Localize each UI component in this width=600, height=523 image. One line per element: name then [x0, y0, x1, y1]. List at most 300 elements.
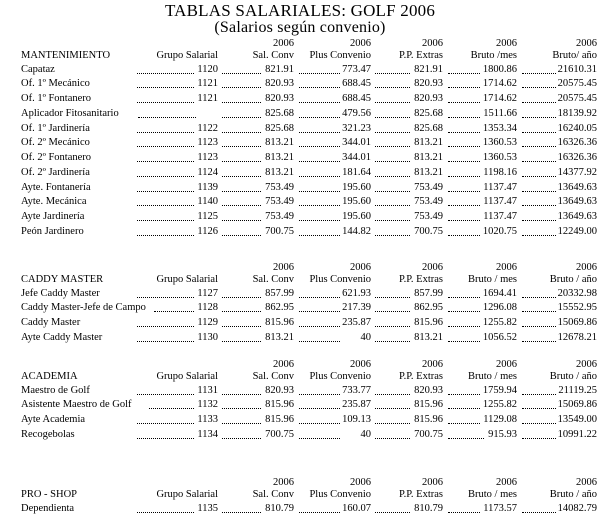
column-header: Grupo Salarial [156, 50, 218, 61]
dot-leader [448, 398, 484, 409]
dot-leader [299, 210, 340, 221]
table-cell: 820.93 [265, 93, 294, 104]
table-row [0, 107, 600, 120]
dot-leader [299, 316, 340, 327]
row-label: Of. 1º Fontanero [21, 93, 92, 104]
table-cell: 1131 [197, 384, 218, 396]
dot-leader [299, 428, 340, 439]
dot-leader [137, 63, 196, 74]
dot-leader [448, 210, 484, 221]
table-cell: 825.68 [414, 122, 443, 134]
dot-leader [137, 428, 196, 439]
table-cell: 13549.00 [557, 414, 597, 425]
year-label: 2006 [496, 359, 517, 370]
column-header: Sal. Conv [252, 274, 294, 285]
dot-leader [522, 428, 560, 439]
row-label: Ayte Jardinería [21, 211, 85, 222]
row-label: Asistente Maestro de Golf [21, 399, 132, 411]
row-label: Dependienta [21, 502, 75, 514]
table-cell: 820.93 [265, 78, 294, 90]
dot-leader [137, 181, 196, 192]
column-header: P.P. Extras [398, 489, 443, 500]
table-cell: 813.21 [265, 137, 294, 149]
table-row [0, 331, 600, 344]
dot-leader [522, 195, 560, 206]
column-header: Bruto /mes [470, 50, 517, 61]
dot-leader [448, 181, 484, 192]
table-cell: 821.91 [265, 63, 294, 75]
year-label: 2006 [496, 38, 517, 49]
year-label: 2006 [350, 262, 371, 273]
year-label: 2006 [576, 477, 597, 488]
year-label: 2006 [273, 359, 294, 370]
dot-leader [522, 225, 560, 236]
table-cell: 13649.63 [557, 211, 597, 222]
column-header: Bruto / año [549, 371, 597, 382]
dot-leader [375, 107, 410, 118]
dot-leader [375, 92, 410, 103]
table-cell: 820.93 [414, 93, 443, 104]
row-label: Maestro de Golf [21, 384, 90, 396]
page-title: TABLAS SALARIALES: GOLF 2006 [164, 1, 436, 20]
dot-leader [522, 316, 560, 327]
row-label: Of. 2º Fontanero [21, 152, 92, 163]
header-row [0, 49, 600, 62]
table-cell: 862.95 [265, 302, 294, 314]
dot-leader [448, 195, 484, 206]
table-row [0, 210, 600, 223]
year-label: 2006 [422, 262, 443, 273]
dot-leader [137, 225, 196, 236]
dot-leader [299, 413, 340, 424]
dot-leader [222, 502, 261, 513]
dot-leader [448, 331, 484, 342]
table-row [0, 413, 600, 426]
dot-leader [522, 136, 560, 147]
table-cell: 1125 [197, 211, 218, 222]
table-cell: 813.21 [265, 166, 294, 178]
table-cell: 773.47 [342, 63, 371, 75]
dot-leader [375, 502, 410, 513]
column-header: Bruto / año [549, 489, 597, 500]
dot-leader [522, 166, 560, 177]
table-cell: 12249.00 [557, 225, 597, 237]
table-row [0, 287, 600, 300]
table-cell: 753.49 [414, 211, 443, 222]
header-row [0, 488, 600, 501]
dot-leader [448, 92, 484, 103]
table-cell: 1122 [197, 122, 218, 134]
dot-leader [299, 384, 340, 395]
table-row [0, 92, 600, 105]
dot-leader [522, 122, 560, 133]
dot-leader [222, 287, 261, 298]
year-label: 2006 [576, 359, 597, 370]
table-row [0, 151, 600, 164]
table-row [0, 195, 600, 208]
dot-leader [222, 331, 261, 342]
table-cell: 18139.92 [557, 107, 597, 119]
dot-leader [375, 136, 410, 147]
table-cell: 862.95 [414, 302, 443, 314]
year-label: 2006 [422, 359, 443, 370]
table-cell: 40 [360, 428, 371, 440]
dot-leader [448, 413, 484, 424]
dot-leader [375, 331, 410, 342]
dot-leader [299, 502, 340, 513]
table-cell: 160.07 [342, 502, 371, 514]
row-label: Caddy Master [21, 317, 81, 328]
row-label: Of. 2º Mecánico [21, 137, 90, 149]
column-header: Bruto / año [549, 274, 597, 285]
table-cell: 235.87 [342, 317, 371, 328]
column-header: Sal. Conv [252, 371, 294, 382]
column-header: Plus Convenio [309, 371, 371, 382]
year-label: 2006 [273, 477, 294, 488]
table-cell: 621.93 [342, 287, 371, 299]
dot-leader [375, 151, 410, 162]
table-row [0, 398, 600, 411]
table-cell: 1020.75 [482, 225, 517, 237]
table-cell: 16240.05 [557, 122, 597, 134]
table-cell: 217.39 [342, 302, 371, 314]
table-cell: 1127 [197, 287, 218, 299]
dot-leader [375, 122, 410, 133]
table-row [0, 316, 600, 329]
row-label: Recogebolas [21, 428, 75, 440]
year-label: 2006 [350, 359, 371, 370]
table-cell: 825.68 [414, 107, 443, 119]
table-cell: 1255.82 [482, 317, 517, 328]
table-cell: 15552.95 [557, 302, 597, 314]
year-label: 2006 [422, 38, 443, 49]
table-cell: 857.99 [265, 287, 294, 299]
column-header: Bruto/ año [552, 50, 597, 61]
dot-leader [375, 77, 410, 88]
row-label: Ayte. Mecánica [21, 196, 87, 208]
row-label: Aplicador Fitosanitario [21, 107, 119, 119]
year-label: 2006 [576, 262, 597, 273]
table-cell: 14082.79 [557, 502, 597, 514]
table-cell: 1137.47 [483, 181, 517, 193]
year-label: 2006 [496, 262, 517, 273]
column-header: Plus Convenio [309, 274, 371, 285]
dot-leader [448, 225, 484, 236]
dot-leader [222, 398, 261, 409]
column-header: Sal. Conv [252, 50, 294, 61]
dot-leader [522, 77, 560, 88]
dot-leader [448, 502, 484, 513]
dot-leader [375, 301, 410, 312]
dot-leader [138, 107, 196, 118]
table-row [0, 428, 600, 441]
table-cell: 753.49 [265, 181, 294, 193]
year-label: 2006 [496, 477, 517, 488]
table-cell: 15069.86 [557, 317, 597, 328]
dot-leader [448, 316, 484, 327]
dot-leader [375, 195, 410, 206]
table-cell: 1137.47 [483, 196, 517, 208]
dot-leader [222, 166, 261, 177]
dot-leader [299, 331, 340, 342]
table-row [0, 122, 600, 135]
table-row [0, 181, 600, 194]
table-cell: 820.93 [265, 384, 294, 396]
table-cell: 815.96 [265, 317, 294, 328]
dot-leader [522, 63, 560, 74]
table-cell: 479.56 [342, 107, 371, 119]
table-cell: 1511.66 [483, 107, 517, 119]
column-header: Bruto / mes [468, 371, 517, 382]
table-cell: 825.68 [265, 107, 294, 119]
table-cell: 16326.36 [557, 137, 597, 149]
dot-leader [222, 136, 261, 147]
column-header: Bruto / mes [468, 274, 517, 285]
table-cell: 1198.16 [483, 166, 517, 178]
dot-leader [375, 384, 410, 395]
table-cell: 12678.21 [557, 331, 597, 343]
table-cell: 700.75 [414, 428, 443, 440]
table-cell: 1173.57 [483, 502, 517, 514]
dot-leader [222, 428, 261, 439]
table-cell: 1133 [197, 414, 218, 425]
table-cell: 813.21 [265, 331, 294, 343]
dot-leader [299, 122, 340, 133]
table-cell: 15069.86 [557, 399, 597, 411]
dot-leader [448, 122, 484, 133]
dot-leader [149, 398, 197, 409]
dot-leader [375, 398, 410, 409]
dot-leader [222, 107, 261, 118]
row-label: Ayte Caddy Master [21, 331, 103, 343]
year-label: 2006 [350, 38, 371, 49]
table-cell: 700.75 [265, 225, 294, 237]
dot-leader [522, 107, 560, 118]
table-cell: 40 [360, 331, 371, 343]
dot-leader [522, 287, 560, 298]
table-cell: 344.01 [342, 137, 371, 149]
dot-leader [522, 398, 560, 409]
row-label: Ayte Academia [21, 414, 86, 425]
dot-leader [375, 166, 410, 177]
table-cell: 815.96 [265, 414, 294, 425]
column-header: Grupo Salarial [156, 274, 218, 285]
dot-leader [222, 181, 261, 192]
dot-leader [375, 63, 410, 74]
table-row [0, 301, 600, 314]
row-label: Of. 1º Mecánico [21, 78, 90, 90]
year-label: 2006 [350, 477, 371, 488]
table-cell: 195.60 [342, 211, 371, 222]
table-row [0, 225, 600, 238]
dot-leader [137, 287, 196, 298]
dot-leader [222, 63, 261, 74]
table-cell: 1360.53 [482, 137, 517, 149]
column-header: Bruto / mes [468, 489, 517, 500]
table-cell: 700.75 [414, 225, 443, 237]
column-header: P.P. Extras [398, 371, 443, 382]
table-row [0, 384, 600, 397]
dot-leader [448, 301, 484, 312]
table-cell: 1694.41 [482, 287, 517, 299]
dot-leader [299, 92, 340, 103]
year-label: 2006 [422, 477, 443, 488]
row-label: Of. 2º Jardinería [21, 166, 90, 178]
dot-leader [137, 92, 196, 103]
dot-leader [299, 77, 340, 88]
table-cell: 1120 [197, 63, 218, 75]
dot-leader [522, 413, 560, 424]
section-name: MANTENIMIENTO [21, 50, 111, 61]
column-header: Grupo Salarial [156, 489, 218, 500]
section-name: PRO - SHOP [21, 489, 78, 500]
dot-leader [375, 413, 410, 424]
table-cell: 1121 [197, 78, 218, 90]
table-cell: 857.99 [414, 287, 443, 299]
dot-leader [137, 166, 196, 177]
row-label: Peón Jardinero [21, 225, 84, 237]
dot-leader [222, 122, 261, 133]
table-cell: 815.96 [414, 414, 443, 425]
dot-leader [522, 92, 560, 103]
table-cell: 1124 [197, 166, 218, 178]
dot-leader [137, 151, 196, 162]
dot-leader [222, 413, 261, 424]
table-cell: 1800.86 [482, 63, 517, 75]
dot-leader [522, 384, 560, 395]
section-name: CADDY MASTER [21, 274, 104, 285]
table-cell: 1255.82 [482, 399, 517, 411]
dot-leader [299, 195, 340, 206]
dot-leader [299, 151, 340, 162]
dot-leader [299, 398, 340, 409]
dot-leader [448, 151, 484, 162]
table-cell: 753.49 [414, 181, 443, 193]
dot-leader [137, 122, 196, 133]
table-cell: 14377.92 [557, 166, 597, 178]
dot-leader [222, 92, 261, 103]
table-cell: 810.79 [414, 502, 443, 514]
row-label: Caddy Master-Jefe de Campo [21, 302, 146, 314]
table-cell: 1129.08 [483, 414, 517, 425]
dot-leader [448, 166, 484, 177]
table-cell: 21119.25 [558, 384, 597, 396]
table-cell: 1126 [197, 225, 218, 237]
year-label: 2006 [273, 38, 294, 49]
table-cell: 235.87 [342, 399, 371, 411]
dot-leader [448, 384, 484, 395]
table-cell: 753.49 [265, 211, 294, 222]
row-label: Ayte. Fontanería [21, 181, 91, 193]
table-row [0, 63, 600, 76]
dot-leader [299, 225, 340, 236]
dot-leader [522, 151, 560, 162]
table-cell: 1132 [197, 399, 218, 411]
dot-leader [522, 301, 560, 312]
table-cell: 144.82 [342, 225, 371, 237]
table-cell: 1056.52 [482, 331, 517, 343]
dot-leader [448, 107, 484, 118]
dot-leader [375, 225, 410, 236]
table-cell: 1123 [197, 152, 218, 163]
table-cell: 1128 [197, 302, 218, 314]
dot-leader [222, 225, 261, 236]
year-label: 2006 [273, 262, 294, 273]
table-cell: 109.13 [342, 414, 371, 425]
dot-leader [375, 287, 410, 298]
table-cell: 753.49 [414, 196, 443, 208]
table-cell: 13649.63 [557, 181, 597, 193]
table-cell: 820.93 [414, 78, 443, 90]
dot-leader [137, 316, 196, 327]
table-cell: 688.45 [342, 78, 371, 90]
column-header: Grupo Salarial [156, 371, 218, 382]
dot-leader [222, 301, 261, 312]
table-cell: 21610.31 [557, 63, 597, 75]
dot-leader [299, 166, 340, 177]
table-row [0, 166, 600, 179]
dot-leader [137, 210, 196, 221]
table-cell: 195.60 [342, 196, 371, 208]
table-cell: 181.64 [342, 166, 371, 178]
table-cell: 820.93 [414, 384, 443, 396]
dot-leader [448, 136, 484, 147]
table-cell: 195.60 [342, 181, 371, 193]
dot-leader [522, 502, 560, 513]
dot-leader [299, 63, 340, 74]
table-cell: 813.21 [414, 152, 443, 163]
dot-leader [222, 151, 261, 162]
dot-leader [448, 77, 484, 88]
row-label: Capataz [21, 63, 55, 75]
table-cell: 813.21 [414, 166, 443, 178]
dot-leader [522, 210, 560, 221]
table-cell: 688.45 [342, 93, 371, 104]
table-cell: 13649.63 [557, 196, 597, 208]
dot-leader [137, 502, 196, 513]
table-row [0, 502, 600, 515]
row-label: Jefe Caddy Master [21, 287, 100, 299]
dot-leader [375, 428, 410, 439]
dot-leader [448, 287, 484, 298]
table-cell: 821.91 [414, 63, 443, 75]
dot-leader [137, 195, 196, 206]
table-cell: 1137.47 [483, 211, 517, 222]
dot-leader [154, 301, 196, 312]
table-cell: 815.96 [414, 317, 443, 328]
dot-leader [375, 181, 410, 192]
dot-leader [222, 210, 261, 221]
column-header: P.P. Extras [398, 50, 443, 61]
table-cell: 1123 [197, 137, 218, 149]
header-row [0, 273, 600, 286]
table-cell: 344.01 [342, 152, 371, 163]
table-cell: 16326.36 [557, 152, 597, 163]
table-cell: 733.77 [342, 384, 371, 396]
row-label: Of. 1º Jardinería [21, 122, 90, 134]
table-cell: 20575.45 [557, 78, 597, 90]
table-cell: 1139 [197, 181, 218, 193]
dot-leader [299, 181, 340, 192]
dot-leader [137, 136, 196, 147]
dot-leader [299, 107, 340, 118]
table-cell: 815.96 [265, 399, 294, 411]
column-header: P.P. Extras [398, 274, 443, 285]
table-cell: 815.96 [414, 399, 443, 411]
table-cell: 810.79 [265, 502, 294, 514]
dot-leader [448, 63, 484, 74]
year-label: 2006 [576, 38, 597, 49]
